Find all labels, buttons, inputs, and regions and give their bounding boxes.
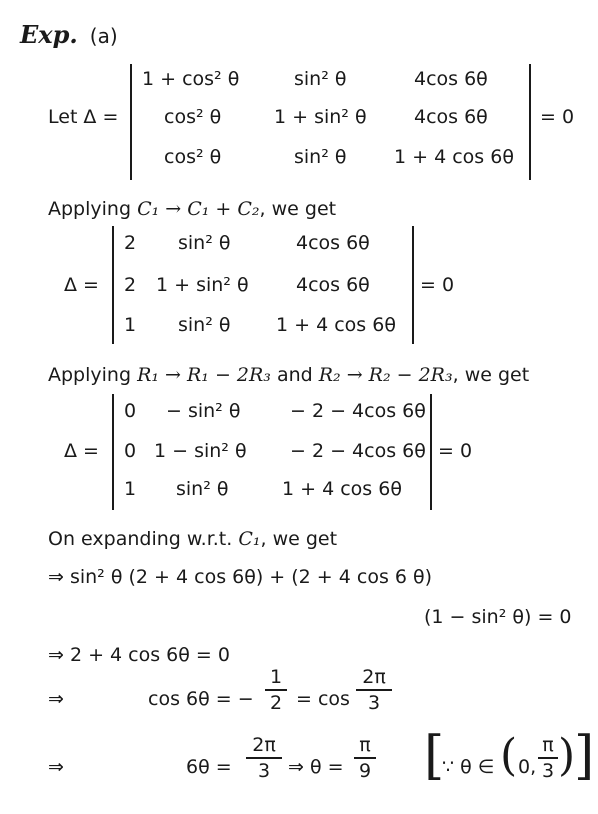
step3-text: On expanding w.r.t. C₁, we get bbox=[48, 528, 338, 550]
fraction-two-pi-over-three-b: 2π 3 bbox=[246, 734, 282, 782]
step1-text: Applying C₁ → C₁ + C₂, we get bbox=[48, 198, 337, 220]
det1-r3c3: 1 + 4 cos 6θ bbox=[394, 146, 514, 168]
det3-lead: Δ = bbox=[64, 440, 99, 462]
det3-left-bar bbox=[112, 394, 114, 510]
det2-r2c3: 4cos 6θ bbox=[296, 274, 370, 296]
det1-r2c3: 4cos 6θ bbox=[414, 106, 488, 128]
det2-r3c3: 1 + 4 cos 6θ bbox=[276, 314, 396, 336]
fraction-pi-over-three: π 3 bbox=[538, 734, 558, 782]
answer-option: (a) bbox=[89, 24, 118, 48]
det1-r1c1: 1 + cos² θ bbox=[142, 68, 240, 90]
det2-r2c1: 2 bbox=[124, 274, 137, 296]
det3-r3c3: 1 + 4 cos 6θ bbox=[282, 478, 402, 500]
step2-operation-1: R₁ → R₁ − 2R₃ bbox=[137, 364, 271, 386]
det1-left-bar bbox=[130, 64, 132, 180]
condition-right-paren: ) bbox=[558, 730, 576, 781]
det2-r2c2: 1 + sin² θ bbox=[156, 274, 249, 296]
exp-heading bbox=[20, 20, 118, 49]
det3-r3c2: sin² θ bbox=[176, 478, 229, 500]
fraction-two-pi-over-three: 2π 3 bbox=[356, 666, 392, 714]
det1-r1c3: 4cos 6θ bbox=[414, 68, 488, 90]
det1-r3c1: cos² θ bbox=[164, 146, 222, 168]
fraction-one-half: 1 2 bbox=[265, 666, 287, 714]
det3-r2c3: − 2 − 4cos 6θ bbox=[290, 440, 426, 462]
line-b-lhs: cos 6θ = − bbox=[148, 688, 254, 710]
det3-r2c2: 1 − sin² θ bbox=[154, 440, 247, 462]
step2-text: Applying R₁ → R₁ − 2R₃ and R₂ → R₂ − 2R₃, we get bbox=[48, 364, 530, 386]
result-line-a: ⇒ 2 + 4 cos 6θ = 0 bbox=[48, 644, 230, 666]
step2-operation-2: R₂ → R₂ − 2R₃ bbox=[318, 364, 453, 386]
det1-lead: Let Δ = bbox=[48, 106, 119, 128]
line-c-lhs: 6θ = bbox=[186, 756, 232, 778]
line-b-mid: = cos bbox=[296, 688, 350, 710]
step1-operation: C₁ → C₁ + C₂ bbox=[137, 198, 260, 220]
det1-r1c2: sin² θ bbox=[294, 68, 347, 90]
det1-right-bar bbox=[529, 64, 531, 180]
det3-r1c1: 0 bbox=[124, 400, 137, 422]
step3-column: C₁ bbox=[238, 528, 261, 550]
condition-right-bracket: ] bbox=[574, 726, 595, 786]
line-b-arrow: ⇒ bbox=[48, 688, 64, 710]
det2-r1c2: sin² θ bbox=[178, 232, 231, 254]
det1-r2c2: 1 + sin² θ bbox=[274, 106, 367, 128]
det1-r2c1: cos² θ bbox=[164, 106, 222, 128]
det2-r1c3: 4cos 6θ bbox=[296, 232, 370, 254]
condition-zero: 0, bbox=[518, 756, 537, 778]
expansion-line-cont: (1 − sin² θ) = 0 bbox=[424, 606, 572, 628]
det2-left-bar bbox=[112, 226, 114, 344]
det3-right-bar bbox=[430, 394, 432, 510]
det3-r1c3: − 2 − 4cos 6θ bbox=[290, 400, 426, 422]
condition-left-paren: ( bbox=[500, 730, 518, 781]
det1-rhs: = 0 bbox=[540, 106, 575, 128]
det2-lead: Δ = bbox=[64, 274, 99, 296]
det2-rhs: = 0 bbox=[420, 274, 455, 296]
det2-right-bar bbox=[412, 226, 414, 344]
det2-r1c1: 2 bbox=[124, 232, 137, 254]
condition-left-bracket: [ bbox=[424, 726, 445, 786]
det3-r3c1: 1 bbox=[124, 478, 137, 500]
condition-text: ∵ θ ∈ bbox=[442, 756, 495, 778]
line-c-arrow: ⇒ bbox=[48, 756, 64, 778]
fraction-pi-over-nine: π 9 bbox=[354, 734, 376, 782]
exp-label: Exp. bbox=[20, 20, 78, 49]
expansion-line: ⇒ sin² θ (2 + 4 cos 6θ) + (2 + 4 cos 6 θ) bbox=[48, 566, 433, 588]
det3-r2c1: 0 bbox=[124, 440, 137, 462]
det2-r3c1: 1 bbox=[124, 314, 137, 336]
det1-r3c2: sin² θ bbox=[294, 146, 347, 168]
line-c-mid: ⇒ θ = bbox=[288, 756, 344, 778]
det2-r3c2: sin² θ bbox=[178, 314, 231, 336]
det3-r1c2: − sin² θ bbox=[166, 400, 241, 422]
det3-rhs: = 0 bbox=[438, 440, 473, 462]
